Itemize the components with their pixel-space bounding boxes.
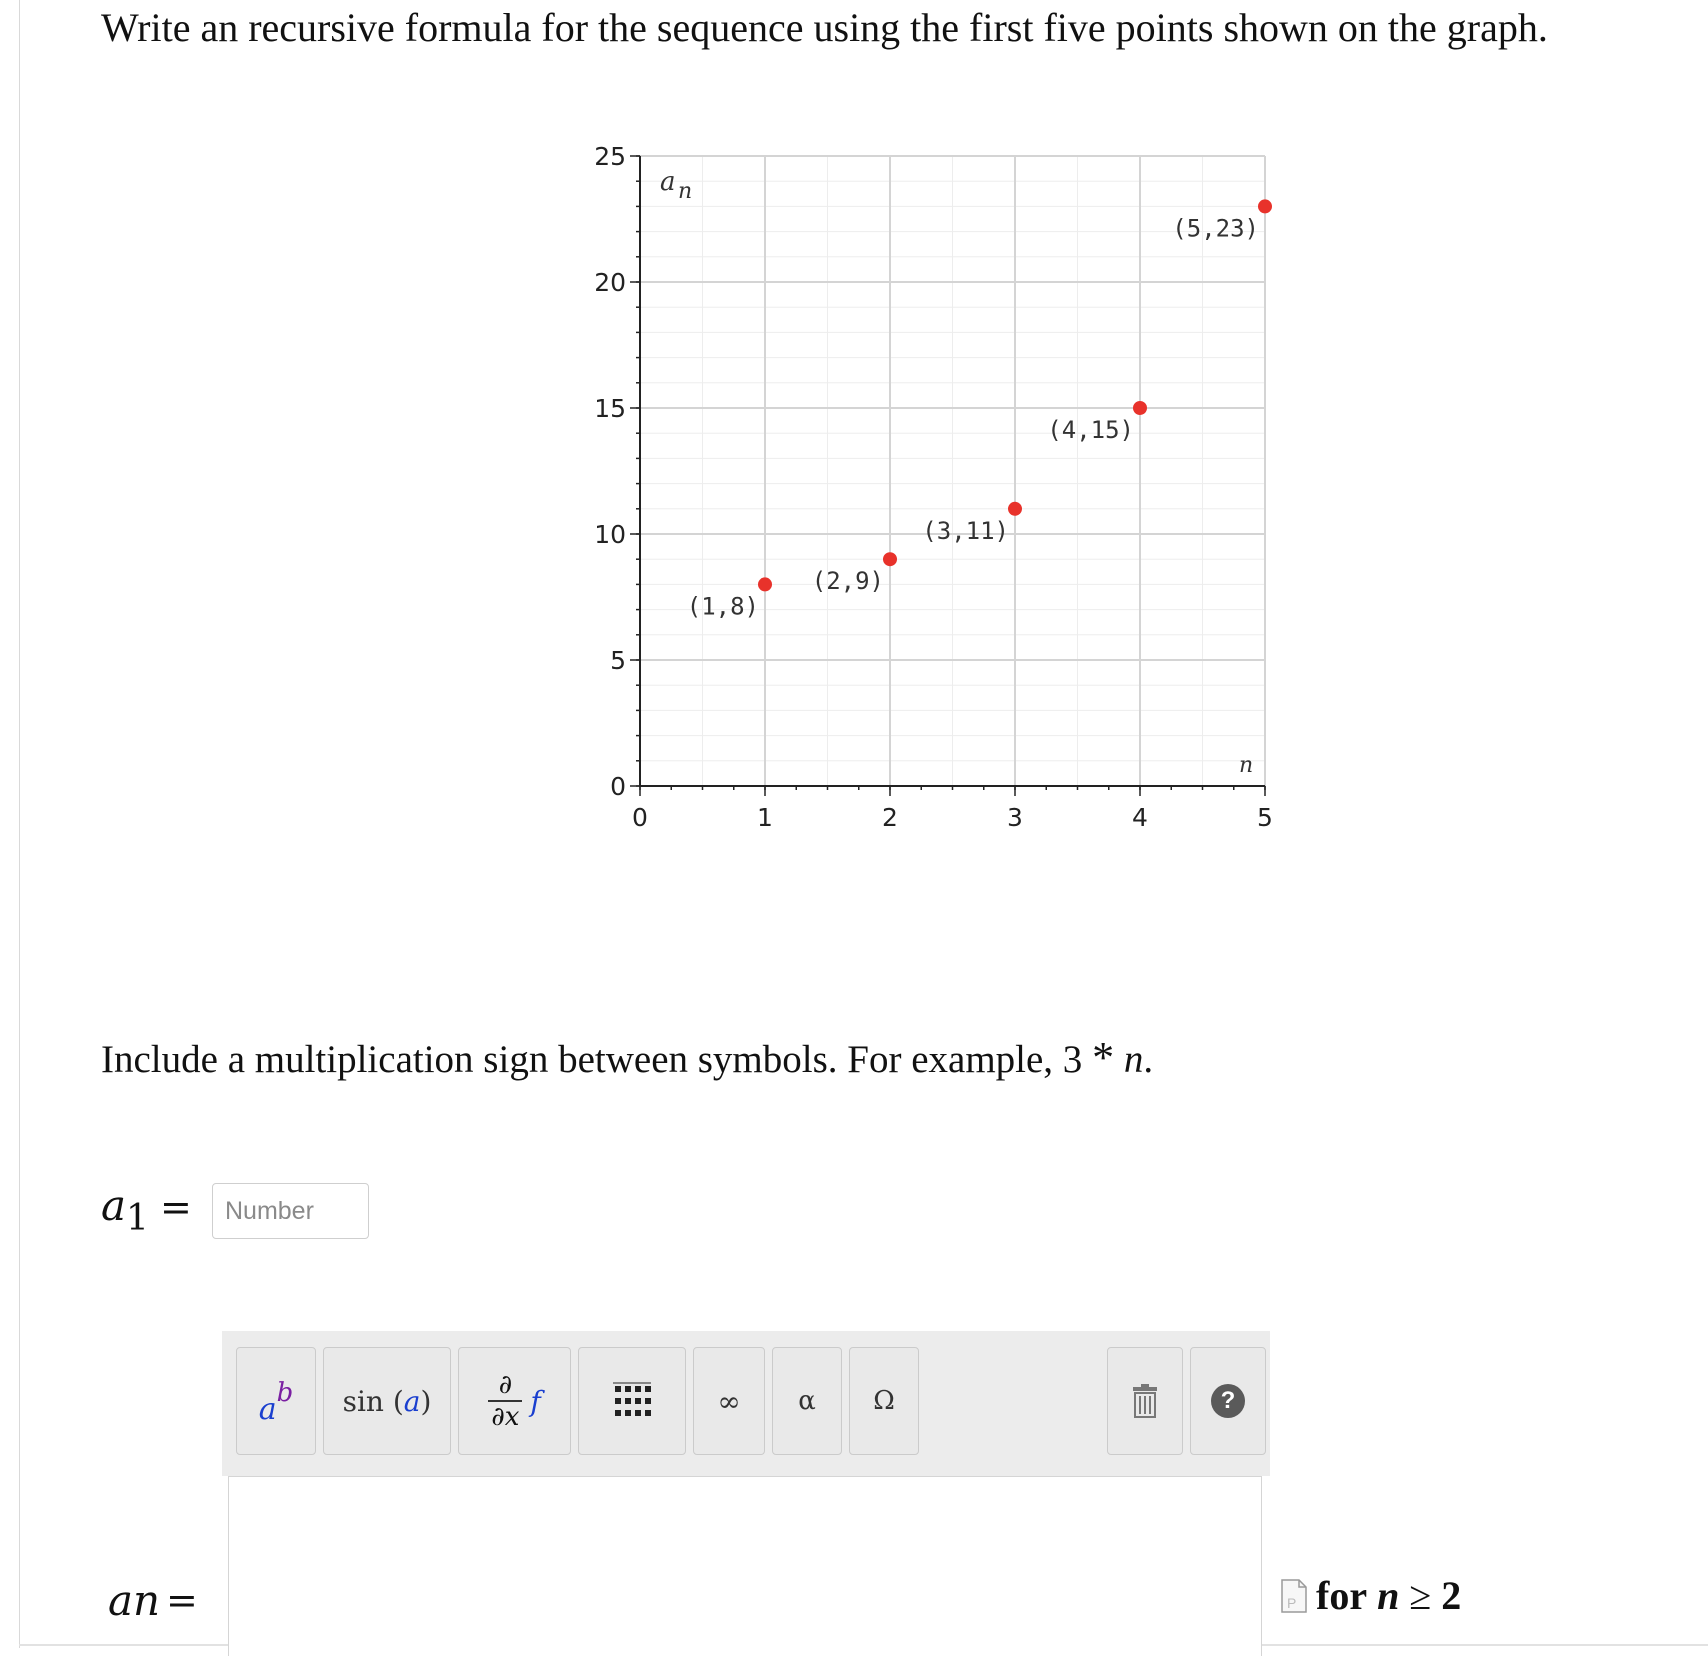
data-point-label: (2,9) — [811, 567, 884, 596]
x-tick-label: 4 — [1132, 803, 1148, 832]
sequence-graph — [560, 142, 1273, 870]
alpha-icon: α — [798, 1386, 816, 1416]
y-tick-label: 10 — [594, 520, 626, 549]
trash-icon — [1130, 1384, 1160, 1418]
data-point-label: (4,15) — [1047, 416, 1134, 444]
y-tick-label: 0 — [610, 772, 626, 801]
help-button[interactable] — [1190, 1347, 1266, 1455]
x-tick-label: 5 — [1257, 803, 1273, 832]
sin-fn: sin — [342, 1384, 384, 1418]
sin-arg: a — [403, 1384, 421, 1418]
matrix-button[interactable] — [578, 1347, 686, 1455]
condition-text — [1316, 1572, 1461, 1619]
y-tick-label: 25 — [594, 142, 626, 171]
hint-star: * — [1092, 1033, 1115, 1082]
infinity-button[interactable] — [693, 1347, 765, 1455]
power-exp: b — [276, 1377, 294, 1408]
y-tick-label: 20 — [594, 268, 626, 297]
format-file-icon[interactable] — [1280, 1578, 1308, 1614]
deriv-den: ∂x — [491, 1401, 520, 1432]
a1-equals: = — [160, 1185, 192, 1229]
x-tick-label: 0 — [632, 803, 648, 832]
deriv-num: ∂ — [498, 1370, 513, 1401]
power-button[interactable] — [236, 1347, 316, 1455]
question-text: Write an recursive formula for the sequence using the first five points shown on the graph. — [101, 5, 1548, 50]
condition-rel: ≥ — [1409, 1573, 1432, 1618]
derivative-button[interactable] — [458, 1347, 571, 1455]
an-formula-editor[interactable] — [228, 1476, 1262, 1656]
y-tick-label: 15 — [594, 394, 626, 423]
a1-sub: 1 — [126, 1198, 149, 1239]
an-equals: = — [166, 1578, 198, 1622]
data-point-label: (3,11) — [922, 516, 1009, 545]
matrix-icon — [611, 1380, 653, 1422]
power-base: a — [258, 1391, 277, 1427]
x-axis-label: n — [1239, 753, 1254, 778]
math-toolbar — [222, 1331, 1270, 1476]
hint-suffix: . — [1143, 1038, 1154, 1081]
omega-button[interactable] — [849, 1347, 919, 1455]
hint-prefix: Include a multiplication sign between symbols. For example, 3 — [101, 1038, 1093, 1081]
help-icon: ? — [1211, 1384, 1245, 1418]
data-point — [1258, 199, 1272, 213]
alpha-button[interactable] — [772, 1347, 842, 1455]
sin-icon: sin (a) — [342, 1384, 432, 1418]
derivative-icon — [488, 1370, 540, 1432]
sin-button[interactable] — [323, 1347, 451, 1455]
an-label: an — [108, 1576, 161, 1625]
power-icon — [258, 1377, 294, 1427]
infinity-icon: ∞ — [717, 1384, 741, 1418]
data-point — [758, 577, 772, 591]
y-tick-label: 5 — [610, 646, 626, 675]
data-point — [1008, 502, 1022, 516]
omega-icon: Ω — [873, 1386, 895, 1416]
a1-label — [101, 1181, 149, 1239]
data-point — [1133, 401, 1147, 415]
delete-button[interactable] — [1107, 1347, 1183, 1455]
data-point-label: (1,8) — [686, 592, 759, 621]
x-tick-label: 1 — [757, 803, 773, 832]
x-tick-label: 3 — [1007, 803, 1023, 832]
hint-text — [101, 1034, 1153, 1084]
condition-for: for — [1316, 1573, 1368, 1618]
hint-var: n — [1123, 1038, 1144, 1081]
svg-text:P: P — [1287, 1595, 1297, 1611]
condition-val: 2 — [1441, 1573, 1462, 1618]
a1-number-input[interactable] — [212, 1183, 369, 1239]
condition-var: n — [1377, 1573, 1400, 1618]
y-axis-label: a — [660, 167, 676, 197]
y-axis-label-subscript: n — [678, 179, 693, 204]
left-border — [19, 0, 20, 1648]
data-point-label: (5,23) — [1172, 214, 1259, 243]
a1-var: a — [101, 1181, 127, 1230]
deriv-f: f — [530, 1384, 541, 1418]
x-tick-label: 2 — [882, 803, 898, 832]
data-point — [883, 552, 897, 566]
